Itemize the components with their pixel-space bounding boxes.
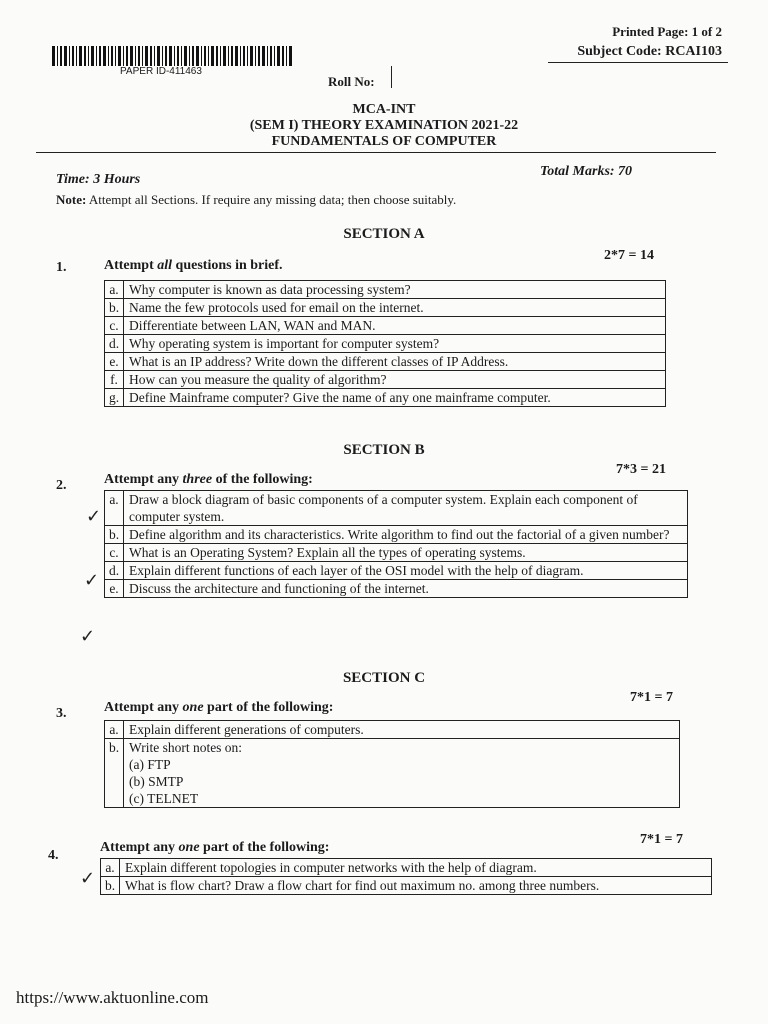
question-row [105,580,688,598]
checkmark-icon: ✓ [84,570,100,591]
section-a-table [104,280,666,407]
item-text: Define algorithm and its characteristics. Write algorithm to find out the factorial of a given number? [124,526,688,544]
question-row [101,859,712,877]
paper-id: PAPER ID-411463 [120,66,202,77]
note-ftp: (a) FTP [129,757,171,772]
question-1-marks: 2*7 = 14 [604,248,654,263]
item-label: e. [105,353,124,371]
item-text: Draw a block diagram of basic components of a computer system. Explain each component of computer system. [124,491,688,526]
roll-no-label: Roll No: [328,74,375,89]
checkmark-icon: ✓ [86,506,102,527]
item-label: c. [105,317,124,335]
note-label: Note: [56,192,87,207]
question-row [105,526,688,544]
exam-title: (SEM I) THEORY EXAMINATION 2021-22 [249,118,519,133]
item-text: What is an IP address? Write down the different classes of IP Address. [124,353,666,371]
note-text [56,192,456,208]
question-row [105,389,666,407]
note-body: Attempt all Sections. If require any missing data; then choose suitably. [88,192,457,207]
question-3a-row [105,721,680,739]
question-1-instruction: Attempt all questions in brief. [104,258,283,273]
item-text [124,739,680,808]
total-marks-label: Total Marks: 70 [540,164,633,179]
question-3-marks: 7*1 = 7 [630,690,673,705]
question-row [105,544,688,562]
question-row [105,299,666,317]
question-row [105,281,666,299]
item-label: b. [105,299,124,317]
item-text: Why computer is known as data processing system? [124,281,666,299]
section-a-heading: SECTION A [343,226,425,242]
course-title: MCA-INT [352,102,416,117]
question-number-1: 1. [56,260,67,275]
question-number-3: 3. [56,706,67,721]
item-label: d. [105,562,124,580]
item-text: Discuss the architecture and functioning of the internet. [124,580,688,598]
question-2-instruction: Attempt any three of the following: [104,472,313,487]
roll-no-field[interactable] [391,66,392,88]
question-4-marks: 7*1 = 7 [640,832,683,847]
note-smtp: (b) SMTP [129,774,184,789]
item-label: b. [105,739,124,808]
title-divider [36,152,716,153]
item-label: e. [105,580,124,598]
section-b-heading: SECTION B [343,442,425,458]
item-label: a. [105,281,124,299]
item-label: b. [105,526,124,544]
item-text: How can you measure the quality of algorithm? [124,371,666,389]
item-text: Define Mainframe computer? Give the name of any one mainframe computer. [124,389,666,407]
item-label: c. [105,544,124,562]
item-label: g. [105,389,124,407]
question-row [105,562,688,580]
question-row [105,353,666,371]
checkmark-icon: ✓ [80,626,96,647]
question-number-2: 2. [56,478,67,493]
question-row [105,335,666,353]
subject-code: Subject Code: RCAI103 [577,44,722,59]
item-text: What is an Operating System? Explain all the types of operating systems. [124,544,688,562]
question-row [101,877,712,895]
question-row [105,371,666,389]
subject-underline [548,62,728,63]
question-4-instruction: Attempt any one part of the following: [100,840,330,855]
question-4-table [100,858,712,895]
item-text: What is flow chart? Draw a flow chart for find out maximum no. among three numbers. [120,877,712,895]
item-text: Differentiate between LAN, WAN and MAN. [124,317,666,335]
question-3b-row [105,739,680,808]
item-label: a. [105,491,124,526]
checkmark-icon: ✓ [80,868,96,889]
item-text: Why operating system is important for computer system? [124,335,666,353]
time-label: Time: 3 Hours [56,172,141,187]
item-label: d. [105,335,124,353]
item-label: a. [105,721,124,739]
barcode [52,46,292,66]
item-text: Explain different functions of each layer of the OSI model with the help of diagram. [124,562,688,580]
item-label: f. [105,371,124,389]
footer-url[interactable]: https://www.aktuonline.com [16,988,209,1007]
item-text: Explain different topologies in computer networks with the help of diagram. [120,859,712,877]
printed-page-label: Printed Page: 1 of 2 [612,24,722,39]
question-row [105,317,666,335]
question-3-table [104,720,680,808]
question-3-instruction: Attempt any one part of the following: [104,700,334,715]
short-notes-heading: Write short notes on: [129,740,243,755]
item-text: Explain different generations of computers. [124,721,680,739]
item-text: Name the few protocols used for email on the internet. [124,299,666,317]
question-2-marks: 7*3 = 21 [616,462,666,477]
question-row [105,491,688,526]
item-label: a. [101,859,120,877]
question-number-4: 4. [48,848,59,863]
section-b-table [104,490,688,598]
item-label: b. [101,877,120,895]
section-c-heading: SECTION C [342,670,426,686]
note-telnet: (c) TELNET [129,791,199,806]
subject-title: FUNDAMENTALS OF COMPUTER [271,134,497,149]
